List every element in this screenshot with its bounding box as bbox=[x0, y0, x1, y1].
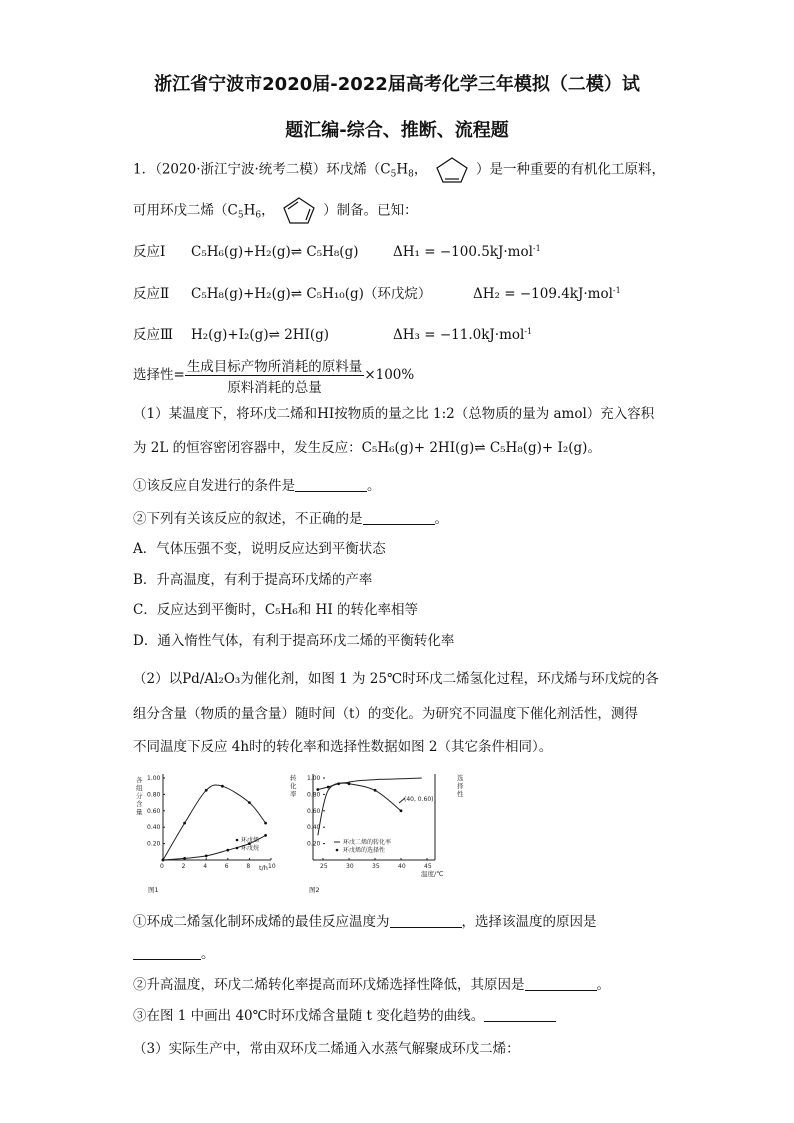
selectivity-denominator: 原料消耗的总量 bbox=[227, 380, 322, 396]
fig1-xlabel: t/h bbox=[259, 864, 268, 872]
fig1-ylabel-char-0: 各 bbox=[136, 776, 143, 784]
figure-2-chart bbox=[287, 768, 467, 896]
selectivity-formula bbox=[133, 355, 414, 396]
selectivity-fraction bbox=[185, 355, 365, 396]
q1-line2-text-a: 可用环戊二烯（C bbox=[133, 202, 238, 219]
fig2-xtick-label-4: 45 bbox=[424, 863, 432, 870]
fig1-point-s1-2 bbox=[205, 855, 208, 858]
part1-question1-text: ①该反应自发进行的条件是 bbox=[133, 478, 295, 494]
fig2-point-s1-4 bbox=[374, 789, 377, 792]
fig1-ytick-label-1: 0.80 bbox=[147, 791, 161, 799]
part2-question1-end: 。 bbox=[201, 946, 215, 962]
fig1-ylabel-char-4: 量 bbox=[136, 808, 143, 816]
cyclopentadiene-structure-icon bbox=[279, 195, 319, 227]
reaction-3 bbox=[133, 323, 532, 343]
selectivity-numerator: 生成目标产物所消耗的原料量 bbox=[185, 355, 365, 376]
answer-blank-5[interactable] bbox=[525, 976, 597, 991]
figure-1-chart bbox=[133, 768, 283, 896]
fig1-point-s0-1 bbox=[183, 822, 186, 825]
part2-line1: （2）以Pd/Al₂O₃为催化剂，如图 1 为 25℃时环戊二烯氢化过程，环戊烯与环戊烷的各 bbox=[133, 671, 659, 687]
fig2-point-s1-3 bbox=[348, 782, 351, 785]
fig1-ytick-label-2: 0.60 bbox=[147, 807, 161, 815]
fig2-legend-1: 环戊烯的选择性 bbox=[343, 847, 386, 854]
q1-line2-text-b: H bbox=[243, 202, 256, 219]
fig1-xtick-label-3: 6 bbox=[224, 863, 229, 870]
option-d: D．通入惰性气体，有利于提高环戊二烯的平衡转化率 bbox=[133, 633, 455, 649]
part1-question2 bbox=[133, 507, 448, 527]
part3-line1: （3）实际生产中，常由双环戊二烯通入水蒸气解聚成环戊二烯： bbox=[133, 1041, 520, 1057]
fig1-xtick-label-1: 2 bbox=[181, 863, 186, 870]
fig2-ytick-label-2: 0.60 bbox=[307, 807, 321, 815]
fig2-xlabel: 温度/℃ bbox=[421, 870, 444, 878]
fig1-ylabel-char-3: 含 bbox=[136, 800, 143, 808]
reaction-2-exponent: -1 bbox=[612, 286, 621, 295]
reaction-1-exponent: -1 bbox=[532, 244, 541, 253]
part2-question1-text: ①环成二烯氢化制环成烯的最佳反应温度为 bbox=[133, 914, 390, 930]
part1-line2: 为 2L 的恒容密闭容器中，发生反应：C₅H₆(g)+ 2HI(g)⇌ C₅H₈(g)+ I₂(g)。 bbox=[133, 440, 601, 456]
fig2-point-s1-0 bbox=[316, 788, 319, 791]
fig1-ylabel-char-1: 组 bbox=[136, 784, 143, 792]
q1-line2-sub1: 5 bbox=[237, 210, 244, 221]
fig2-point-s1-1 bbox=[327, 786, 330, 789]
fig1-ylabel-char-2: 分 bbox=[136, 792, 143, 800]
fig2-ytick-label-4: 0.20 bbox=[307, 840, 321, 848]
option-b: B．升高温度，有利于提高环戊烯的产率 bbox=[133, 572, 373, 588]
fig2-caption: 图2 bbox=[309, 886, 320, 894]
part2-question3-text: ③在图 1 中画出 40℃时环戊烯含量随 t 变化趋势的曲线。 bbox=[133, 1008, 485, 1024]
selectivity-prefix: 选择性= bbox=[133, 367, 185, 383]
fig2-ylabel-right-char-1: 择 bbox=[457, 782, 464, 790]
part2-question3 bbox=[133, 1004, 556, 1024]
option-c: C．反应达到平衡时，C₅H₆和 HI 的转化率相等 bbox=[133, 602, 418, 618]
fig2-point-s1-2 bbox=[337, 782, 340, 785]
fig1-ytick-label-0: 1.00 bbox=[147, 775, 161, 782]
fig1-legend-marker-0 bbox=[236, 839, 239, 842]
q1-intro-text-a: 1．（2020·浙江宁波·统考二模）环戊烯（C bbox=[133, 161, 391, 178]
fig1-xtick-label-0: 0 bbox=[160, 863, 164, 870]
reaction-1-label: 反应Ⅰ bbox=[133, 244, 166, 260]
q1-intro-text-b: H bbox=[396, 161, 409, 178]
option-a: A．气体压强不变，说明反应达到平衡状态 bbox=[133, 541, 386, 557]
answer-blank-1[interactable] bbox=[295, 477, 367, 492]
fig2-point-s1-5 bbox=[400, 809, 403, 812]
fig1-point-s0-3 bbox=[221, 785, 224, 788]
fig2-ytick-label-1: 0.80 bbox=[307, 791, 321, 799]
reaction-3-exponent: -1 bbox=[524, 327, 533, 336]
part2-question2 bbox=[133, 973, 610, 993]
q1-intro-sub2: 8 bbox=[408, 169, 414, 180]
q1-intro-sub1: 5 bbox=[390, 169, 397, 180]
fig1-xtick-label-5: 10 bbox=[268, 863, 276, 870]
fig2-annotation: (40, 0.60) bbox=[404, 796, 434, 803]
selectivity-suffix: ×100% bbox=[364, 367, 415, 383]
part2-line2: 组分含量（物质的量含量）随时间（t）的变化。为研究不同温度下催化剂活性，测得 bbox=[133, 706, 638, 722]
fig1-caption: 图1 bbox=[148, 886, 159, 894]
fig2-ylabel-right-char-0: 选 bbox=[457, 774, 464, 782]
part2-question1-cont bbox=[133, 942, 215, 962]
reaction-2-label: 反应Ⅱ bbox=[133, 286, 170, 302]
fig1-point-s1-5 bbox=[264, 834, 267, 837]
fig2-xtick-label-2: 35 bbox=[372, 863, 380, 870]
fig1-point-s0-4 bbox=[248, 801, 251, 804]
part1-question1 bbox=[133, 474, 381, 494]
fig2-legend-marker-1 bbox=[336, 849, 339, 852]
reaction-1-enthalpy: ΔH₁ = −100.5kJ·mol bbox=[393, 244, 533, 260]
q1-intro-line bbox=[133, 155, 665, 185]
fig1-legend-1: 环戊烷 bbox=[241, 845, 260, 852]
reaction-2-enthalpy: ΔH₂ = −109.4kJ·mol bbox=[473, 286, 613, 302]
fig2-ylabel-right-char-2: 性 bbox=[457, 790, 464, 798]
fig1-point-s1-3 bbox=[226, 849, 229, 852]
part2-question2-end: 。 bbox=[596, 977, 610, 993]
fig1-legend-0: 环戊烯 bbox=[241, 837, 260, 844]
fig2-xtick-label-0: 25 bbox=[320, 863, 328, 870]
q1-intro-text-d: ）是一种重要的有机化工原料， bbox=[475, 161, 665, 178]
part2-question1-text-b: ，选择该温度的原因是 bbox=[461, 914, 597, 930]
q1-line2-text-c: ， bbox=[261, 202, 275, 219]
fig1-point-s1-1 bbox=[183, 857, 186, 860]
q1-line2-sub2: 6 bbox=[255, 210, 262, 221]
fig2-xtick-label-1: 30 bbox=[346, 863, 354, 870]
reaction-1 bbox=[133, 240, 541, 260]
fig2-ytick-label-0: 1.00 bbox=[307, 775, 321, 782]
answer-blank-2[interactable] bbox=[363, 510, 435, 525]
part1-question1-end: 。 bbox=[367, 478, 381, 494]
q1-line2-text-d: ）制备。已知： bbox=[323, 202, 418, 219]
document-title-line1: 浙江省宁波市2020届-2022届高考化学三年模拟（二模）试 bbox=[154, 74, 640, 95]
part2-question1 bbox=[133, 910, 597, 930]
fig2-ylabel-left-char-1: 化 bbox=[290, 782, 297, 790]
fig1-point-s1-0 bbox=[162, 859, 165, 862]
fig2-series-conversion-line bbox=[318, 778, 422, 835]
reaction-2 bbox=[133, 282, 621, 302]
fig2-ylabel-left-char-0: 转 bbox=[290, 774, 297, 782]
reaction-2-equation: C₅H₈(g)+H₂(g)⇌ C₅H₁₀(g)（环戊烷） bbox=[191, 286, 432, 302]
fig1-xtick-label-2: 4 bbox=[203, 863, 208, 870]
document-title-line2: 题汇编-综合、推断、流程题 bbox=[285, 120, 509, 141]
reaction-3-enthalpy: ΔH₃ = −11.0kJ·mol bbox=[393, 327, 525, 343]
part1-question2-text: ②下列有关该反应的叙述，不正确的是 bbox=[133, 511, 363, 527]
part1-line1: （1）某温度下，将环戊二烯和HI按物质的量之比 1:2（总物质的量为 amol）充入容积 bbox=[133, 406, 655, 422]
fig2-legend-0: 环戊二烯的转化率 bbox=[343, 839, 392, 846]
fig2-ylabel-left-char-2: 率 bbox=[290, 790, 297, 798]
fig1-xtick-label-4: 8 bbox=[246, 863, 251, 870]
fig1-point-s0-5 bbox=[264, 822, 267, 825]
fig1-point-s0-2 bbox=[205, 789, 208, 792]
fig1-ytick-label-3: 0.40 bbox=[147, 824, 161, 832]
part1-question2-end: 。 bbox=[434, 511, 448, 527]
q1-line2 bbox=[133, 195, 418, 227]
answer-blank-3[interactable] bbox=[390, 913, 462, 928]
fig1-legend-marker-1 bbox=[236, 847, 239, 850]
reaction-3-label: 反应Ⅲ bbox=[133, 327, 174, 343]
part2-question2-text: ②升高温度，环戊二烯转化率提高而环戊烯选择性降低，其原因是 bbox=[133, 977, 525, 993]
fig2-ytick-label-3: 0.40 bbox=[307, 824, 321, 832]
part2-line3: 不同温度下反应 4h时的转化率和选择性数据如图 2（其它条件相同）。 bbox=[133, 739, 553, 755]
cyclopentene-structure-icon bbox=[432, 155, 472, 185]
fig1-ytick-label-4: 0.20 bbox=[147, 840, 161, 848]
answer-blank-4[interactable] bbox=[133, 945, 201, 960]
reaction-1-equation: C₅H₆(g)+H₂(g)⇌ C₅H₈(g) bbox=[191, 244, 359, 260]
answer-blank-6[interactable] bbox=[484, 1007, 556, 1022]
reaction-3-equation: H₂(g)+I₂(g)⇌ 2HI(g) bbox=[191, 327, 330, 343]
fig2-xtick-label-3: 40 bbox=[398, 863, 406, 870]
q1-intro-text-c: ， bbox=[413, 161, 428, 178]
